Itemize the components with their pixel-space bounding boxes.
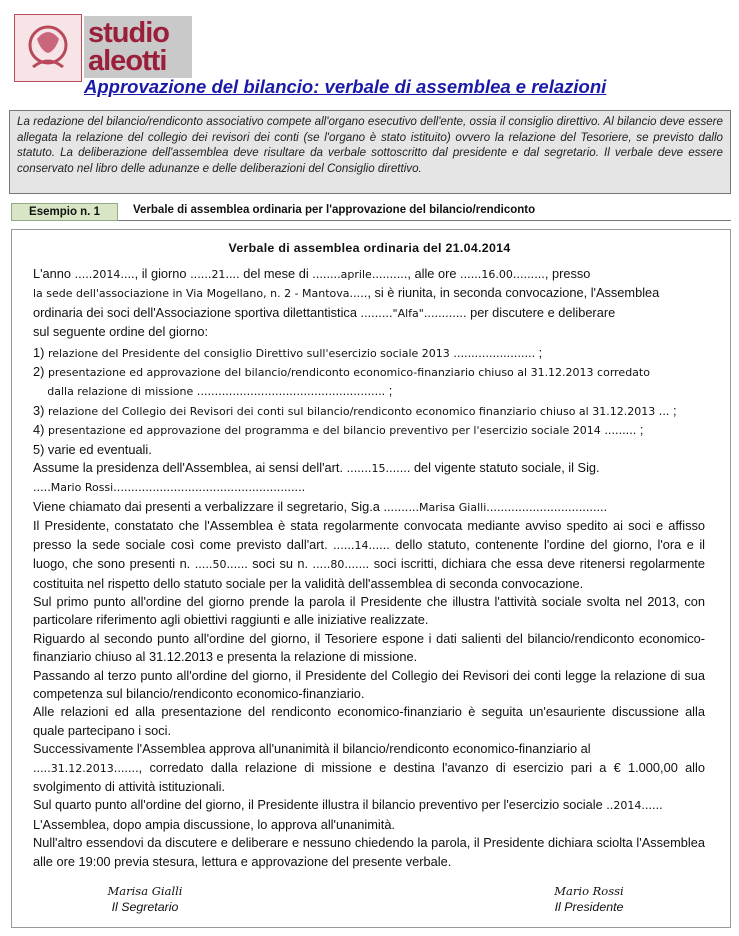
second-point-paragraph: Riguardo al secondo punto all'ordine del giorno, il Tesoriere espone i dati salienti del bilancio/rendiconto economico-finanziario chiuso al 31.12.2013 e presenta la relazione di missione. bbox=[33, 630, 705, 665]
preventive-approval-paragraph: L'Assemblea, dopo ampia discussione, lo approva all'unanimità. bbox=[33, 816, 395, 832]
president-signature-block bbox=[534, 884, 644, 914]
secretary-signature: Marisa Gialli bbox=[107, 884, 183, 898]
secretary-signature-block bbox=[90, 884, 200, 914]
discussion-paragraph: Alle relazioni ed alla presentazione del rendiconto economico-finanziario è seguita un'esauriente discussione alla quale partecipano i soci. bbox=[33, 704, 705, 738]
logo-wordmark: studio aleotti bbox=[84, 16, 192, 78]
page-title[interactable]: Approvazione del bilancio: verbale di assemblea e relazioni bbox=[84, 76, 607, 97]
third-point-paragraph: Passando al terzo punto all'ordine del giorno, il Presidente del Collegio dei Revisori dei conti legge la relazione di sua competenza sul bilancio/rendiconto economico-finanziario. bbox=[33, 667, 705, 701]
fourth-point-paragraph: Sul quarto punto all'ordine del giorno, il Presidente illustra il bilancio preventivo per l'esercizio sociale ..2014...... bbox=[33, 797, 663, 813]
agenda-item-4: 4) presentazione ed approvazione del programma e del bilancio preventivo per l'esercizio sociale 2014 ......... ; bbox=[33, 422, 644, 438]
secretary-role: Il Segretario bbox=[111, 900, 179, 914]
example-header bbox=[11, 203, 731, 221]
minutes-body bbox=[33, 265, 705, 871]
quorum-paragraph: Il Presidente, constatato che l'Assemblea è stata regolarmente convocata mediante avviso spedito ai soci e affisso presso la sede sociale così come previsto dall'art. ......14...... dello statuto, contenente l'ordine del giorno, l'ora e il luogo, che sono presenti n. .....50...... soci su n. .....80....... soci iscritti, dichiara che essa deve ritenersi regolarmente costituita nel rispetto dello statuto sociale per la validità dell'assemblea di seconda convocazione. bbox=[33, 518, 706, 591]
intro-box: La redazione del bilancio/rendiconto associativo compete all'organo esecutivo dell'ente, ossia il consiglio direttivo. Al bilancio deve essere allegata la relazione del collegio dei revisori dei conti (se l'organo è stato istituito) ovvero la relazione del Tesoriere, se previsto dallo statuto. La deliberazione dell'assemblea deve risultare da verbale sottoscritto dal presidente e dal segretario. Il verbale deve essere conservato nel libro delle adunanze e delle deliberazioni del Consiglio direttivo. bbox=[9, 110, 731, 194]
agenda-item-1: 1) relazione del Presidente del consiglio Direttivo sull'esercizio sociale 2013 ....................... ; bbox=[33, 344, 543, 360]
first-point-paragraph: Sul primo punto all'ordine del giorno prende la parola il Presidente che illustra l'attività sociale svolta nel 2013, con particolare riferimento agli obiettivi raggiunti e alle iniziative realizzate. bbox=[33, 593, 705, 628]
approval-paragraph: Successivamente l'Assemblea approva all'unanimità il bilancio/rendiconto economico-finanziario al .....31.12.2013......., corredato dalla relazione di missione e destina l'avanzo di esercizio pari a € 1.000,00 allo svolgimento di attività istituzionali. bbox=[33, 741, 705, 794]
lion-emblem-icon bbox=[14, 14, 82, 82]
secretary-paragraph: Viene chiamato dai presenti a verbalizzare il segretario, Sig.a ..........Marisa Gialli.................................. bbox=[33, 498, 608, 514]
opening-paragraph: L'anno .....2014...., il giorno ......21.... del mese di ........aprile.........., alle ore ......16.00........., presso la sede dell'associazione in Via Mogellano, n. 2 - Mantova....., si è riunita, in seconda convocazione, l'Assemblea ordinaria dei soci dell'Associazione sportiva dilettantistica ........."Alfa"............ per discutere e deliberare sul seguente ordine del giorno: bbox=[33, 266, 660, 340]
example-title: Verbale di assemblea ordinaria per l'approvazione del bilancio/rendiconto bbox=[133, 204, 536, 216]
president-signature: Mario Rossi bbox=[554, 884, 624, 898]
closing-paragraph: Null'altro essendovi da discutere e deliberare e nessuno chiedendo la parola, il Presidente dichiara sciolta l'Assemblea alle ore 19:00 previa stesura, lettura e approvazione del presente verbale. bbox=[33, 835, 705, 869]
minutes-title: Verbale di assemblea ordinaria del 21.04.2014 bbox=[228, 241, 511, 255]
example-tag: Esempio n. 1 bbox=[11, 203, 118, 221]
studio-aleotti-logo bbox=[14, 14, 192, 80]
divider bbox=[118, 220, 731, 221]
agenda-item-5: 5) varie ed eventuali. bbox=[33, 441, 152, 457]
president-role: Il Presidente bbox=[554, 900, 624, 914]
presidency-paragraph: Assume la presidenza dell'Assemblea, ai sensi dell'art. .......15....... del vigente statuto sociale, il Sig. .....Mario Rossi...................................................... bbox=[33, 460, 600, 495]
agenda-item-2: 2) presentazione ed approvazione del bilancio/rendiconto economico-finanziario chiuso al 31.12.2013 corredato dalla relazione di missione ..................................................... ; bbox=[33, 364, 650, 399]
agenda-item-3: 3) relazione del Collegio dei Revisori dei conti sul bilancio/rendiconto economico finanziario chiuso al 31.12.2013 ... ; bbox=[33, 402, 677, 418]
